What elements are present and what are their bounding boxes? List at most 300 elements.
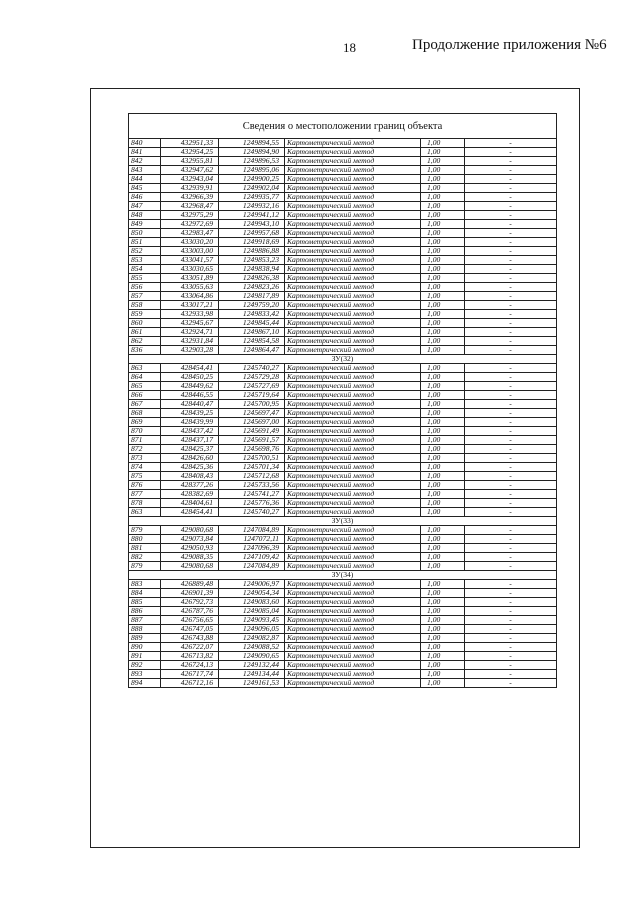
- coord-y: 1249932,16: [219, 202, 285, 211]
- coord-y: 1249886,88: [219, 247, 285, 256]
- coord-y: 1245701,34: [219, 463, 285, 472]
- boundary-coordinates-table: [128, 113, 557, 688]
- coord-x: 433064,86: [161, 292, 219, 301]
- table-row: [129, 400, 557, 409]
- table-row: [129, 247, 557, 256]
- accuracy-cell: 1,00: [421, 319, 465, 328]
- table-row: [129, 427, 557, 436]
- coord-x: 432943,04: [161, 175, 219, 184]
- accuracy-cell: 1,00: [421, 139, 465, 148]
- method-cell: Картометрический метод: [285, 643, 421, 652]
- coord-x: 428404,61: [161, 499, 219, 508]
- description-cell: -: [465, 526, 557, 535]
- table-row: [129, 382, 557, 391]
- point-number: 862: [129, 337, 161, 346]
- accuracy-cell: 1,00: [421, 301, 465, 310]
- coord-y: 1249823,26: [219, 283, 285, 292]
- coord-y: 1245727,69: [219, 382, 285, 391]
- point-number: 850: [129, 229, 161, 238]
- coord-x: 432924,71: [161, 328, 219, 337]
- coord-y: 1245691,49: [219, 427, 285, 436]
- point-number: 866: [129, 391, 161, 400]
- accuracy-cell: 1,00: [421, 481, 465, 490]
- table-row: [129, 409, 557, 418]
- point-number: 877: [129, 490, 161, 499]
- description-cell: -: [465, 409, 557, 418]
- coord-x: 426712,16: [161, 679, 219, 688]
- coord-y: 1249957,68: [219, 229, 285, 238]
- point-number: 883: [129, 580, 161, 589]
- method-cell: Картометрический метод: [285, 427, 421, 436]
- description-cell: -: [465, 229, 557, 238]
- section-label: ЗУ(32): [129, 355, 557, 364]
- accuracy-cell: 1,00: [421, 544, 465, 553]
- table-row: [129, 220, 557, 229]
- method-cell: Картометрический метод: [285, 202, 421, 211]
- coord-x: 429050,93: [161, 544, 219, 553]
- coord-y: 1249132,44: [219, 661, 285, 670]
- description-cell: -: [465, 274, 557, 283]
- description-cell: -: [465, 553, 557, 562]
- coord-x: 428440,47: [161, 400, 219, 409]
- coord-x: 426756,65: [161, 616, 219, 625]
- coord-x: 428382,69: [161, 490, 219, 499]
- point-number: 891: [129, 652, 161, 661]
- method-cell: Картометрический метод: [285, 166, 421, 175]
- coord-y: 1245698,76: [219, 445, 285, 454]
- table-row: [129, 535, 557, 544]
- description-cell: -: [465, 607, 557, 616]
- coord-y: 1249096,05: [219, 625, 285, 634]
- accuracy-cell: 1,00: [421, 652, 465, 661]
- method-cell: Картометрический метод: [285, 283, 421, 292]
- table-row: [129, 292, 557, 301]
- coord-y: 1249894,90: [219, 148, 285, 157]
- accuracy-cell: 1,00: [421, 490, 465, 499]
- accuracy-cell: 1,00: [421, 229, 465, 238]
- accuracy-cell: 1,00: [421, 400, 465, 409]
- method-cell: Картометрический метод: [285, 400, 421, 409]
- point-number: 868: [129, 409, 161, 418]
- method-cell: Картометрический метод: [285, 373, 421, 382]
- description-cell: -: [465, 139, 557, 148]
- method-cell: Картометрический метод: [285, 679, 421, 688]
- description-cell: -: [465, 346, 557, 355]
- point-number: 841: [129, 148, 161, 157]
- table-row: [129, 652, 557, 661]
- coord-y: 1249941,12: [219, 211, 285, 220]
- point-number: 845: [129, 184, 161, 193]
- description-cell: -: [465, 256, 557, 265]
- accuracy-cell: 1,00: [421, 580, 465, 589]
- table-row: [129, 580, 557, 589]
- description-cell: -: [465, 382, 557, 391]
- point-number: 865: [129, 382, 161, 391]
- table-row: [129, 562, 557, 571]
- accuracy-cell: 1,00: [421, 265, 465, 274]
- point-number: 893: [129, 670, 161, 679]
- description-cell: -: [465, 301, 557, 310]
- method-cell: Картометрический метод: [285, 184, 421, 193]
- coord-y: 1249826,38: [219, 274, 285, 283]
- method-cell: Картометрический метод: [285, 157, 421, 166]
- point-number: 857: [129, 292, 161, 301]
- table-row: [129, 391, 557, 400]
- table-row: [129, 256, 557, 265]
- table-row: [129, 643, 557, 652]
- description-cell: -: [465, 472, 557, 481]
- point-number: 889: [129, 634, 161, 643]
- accuracy-cell: 1,00: [421, 283, 465, 292]
- table-row: [129, 553, 557, 562]
- point-number: 894: [129, 679, 161, 688]
- coord-x: 426787,76: [161, 607, 219, 616]
- coord-x: 433030,20: [161, 238, 219, 247]
- table-row: [129, 238, 557, 247]
- accuracy-cell: 1,00: [421, 418, 465, 427]
- method-cell: Картометрический метод: [285, 346, 421, 355]
- section-row: [129, 571, 557, 580]
- method-cell: Картометрический метод: [285, 247, 421, 256]
- description-cell: -: [465, 634, 557, 643]
- description-cell: -: [465, 562, 557, 571]
- accuracy-cell: 1,00: [421, 436, 465, 445]
- coord-x: 432931,84: [161, 337, 219, 346]
- table-row: [129, 148, 557, 157]
- table-row: [129, 229, 557, 238]
- table-row: [129, 157, 557, 166]
- table-row: [129, 616, 557, 625]
- description-cell: -: [465, 481, 557, 490]
- coord-x: 428425,37: [161, 445, 219, 454]
- coord-x: 432968,47: [161, 202, 219, 211]
- point-number: 843: [129, 166, 161, 175]
- coord-y: 1249902,04: [219, 184, 285, 193]
- coord-y: 1245741,27: [219, 490, 285, 499]
- method-cell: Картометрический метод: [285, 220, 421, 229]
- coord-x: 428439,25: [161, 409, 219, 418]
- section-label: ЗУ(34): [129, 571, 557, 580]
- coord-y: 1245740,27: [219, 364, 285, 373]
- point-number: 879: [129, 562, 161, 571]
- point-number: 867: [129, 400, 161, 409]
- accuracy-cell: 1,00: [421, 589, 465, 598]
- coord-x: 426747,05: [161, 625, 219, 634]
- point-number: 888: [129, 625, 161, 634]
- description-cell: -: [465, 652, 557, 661]
- description-cell: -: [465, 661, 557, 670]
- accuracy-cell: 1,00: [421, 364, 465, 373]
- description-cell: -: [465, 202, 557, 211]
- accuracy-cell: 1,00: [421, 337, 465, 346]
- method-cell: Картометрический метод: [285, 409, 421, 418]
- coord-x: 428437,17: [161, 436, 219, 445]
- description-cell: -: [465, 616, 557, 625]
- coord-y: 1249900,25: [219, 175, 285, 184]
- coord-x: 426889,48: [161, 580, 219, 589]
- description-cell: -: [465, 454, 557, 463]
- method-cell: Картометрический метод: [285, 589, 421, 598]
- coord-y: 1249083,60: [219, 598, 285, 607]
- description-cell: -: [465, 310, 557, 319]
- table-row: [129, 328, 557, 337]
- coord-x: 428425,36: [161, 463, 219, 472]
- coord-x: 433030,65: [161, 265, 219, 274]
- point-number: 854: [129, 265, 161, 274]
- accuracy-cell: 1,00: [421, 634, 465, 643]
- accuracy-cell: 1,00: [421, 643, 465, 652]
- accuracy-cell: 1,00: [421, 670, 465, 679]
- description-cell: -: [465, 400, 557, 409]
- table-row: [129, 679, 557, 688]
- point-number: 873: [129, 454, 161, 463]
- method-cell: Картометрический метод: [285, 598, 421, 607]
- method-cell: Картометрический метод: [285, 553, 421, 562]
- description-cell: -: [465, 211, 557, 220]
- method-cell: Картометрический метод: [285, 616, 421, 625]
- table-row: [129, 319, 557, 328]
- coord-y: 1247084,89: [219, 562, 285, 571]
- section-label: ЗУ(33): [129, 517, 557, 526]
- point-number: 853: [129, 256, 161, 265]
- method-cell: Картометрический метод: [285, 256, 421, 265]
- method-cell: Картометрический метод: [285, 139, 421, 148]
- coord-x: 432966,39: [161, 193, 219, 202]
- coord-y: 1249838,94: [219, 265, 285, 274]
- description-cell: -: [465, 643, 557, 652]
- table-row: [129, 175, 557, 184]
- accuracy-cell: 1,00: [421, 427, 465, 436]
- description-cell: -: [465, 418, 557, 427]
- coord-y: 1249867,10: [219, 328, 285, 337]
- table-row: [129, 445, 557, 454]
- description-cell: -: [465, 679, 557, 688]
- table-row: [129, 589, 557, 598]
- accuracy-cell: 1,00: [421, 274, 465, 283]
- method-cell: Картометрический метод: [285, 292, 421, 301]
- method-cell: Картометрический метод: [285, 625, 421, 634]
- method-cell: Картометрический метод: [285, 337, 421, 346]
- coord-x: 432954,25: [161, 148, 219, 157]
- coord-x: 428439,99: [161, 418, 219, 427]
- method-cell: Картометрический метод: [285, 274, 421, 283]
- description-cell: -: [465, 508, 557, 517]
- coord-y: 1249935,77: [219, 193, 285, 202]
- method-cell: Картометрический метод: [285, 229, 421, 238]
- point-number: 860: [129, 319, 161, 328]
- coord-x: 426792,73: [161, 598, 219, 607]
- accuracy-cell: 1,00: [421, 346, 465, 355]
- table-row: [129, 472, 557, 481]
- coord-y: 1249759,20: [219, 301, 285, 310]
- coord-x: 429080,68: [161, 526, 219, 535]
- point-number: 892: [129, 661, 161, 670]
- table-row: [129, 139, 557, 148]
- coord-y: 1249943,10: [219, 220, 285, 229]
- method-cell: Картометрический метод: [285, 463, 421, 472]
- method-cell: Картометрический метод: [285, 454, 421, 463]
- point-number: 871: [129, 436, 161, 445]
- table-row: [129, 193, 557, 202]
- table-row: [129, 211, 557, 220]
- coord-x: 426743,88: [161, 634, 219, 643]
- description-cell: -: [465, 292, 557, 301]
- point-number: 852: [129, 247, 161, 256]
- method-cell: Картометрический метод: [285, 670, 421, 679]
- coord-y: 1249833,42: [219, 310, 285, 319]
- description-cell: -: [465, 364, 557, 373]
- description-cell: -: [465, 544, 557, 553]
- point-number: 846: [129, 193, 161, 202]
- page-number: 18: [343, 40, 356, 55]
- coord-x: 432983,47: [161, 229, 219, 238]
- description-cell: -: [465, 148, 557, 157]
- accuracy-cell: 1,00: [421, 553, 465, 562]
- table-row: [129, 490, 557, 499]
- description-cell: -: [465, 391, 557, 400]
- accuracy-cell: 1,00: [421, 508, 465, 517]
- coord-y: 1249895,06: [219, 166, 285, 175]
- coord-y: 1247072,11: [219, 535, 285, 544]
- coord-y: 1249134,44: [219, 670, 285, 679]
- table-row: [129, 463, 557, 472]
- point-number: 882: [129, 553, 161, 562]
- method-cell: Картометрический метод: [285, 364, 421, 373]
- description-cell: -: [465, 436, 557, 445]
- table-row: [129, 310, 557, 319]
- coord-x: 429088,35: [161, 553, 219, 562]
- coord-y: 1245697,47: [219, 409, 285, 418]
- table-row: [129, 337, 557, 346]
- coord-y: 1249093,45: [219, 616, 285, 625]
- accuracy-cell: 1,00: [421, 238, 465, 247]
- coord-x: 433051,89: [161, 274, 219, 283]
- coord-x: 432933,98: [161, 310, 219, 319]
- coord-x: 429073,84: [161, 535, 219, 544]
- coord-x: 433003,00: [161, 247, 219, 256]
- table-caption-row: [129, 114, 557, 139]
- coord-y: 1249817,89: [219, 292, 285, 301]
- description-cell: -: [465, 625, 557, 634]
- table-row: [129, 436, 557, 445]
- description-cell: -: [465, 265, 557, 274]
- coord-y: 1249088,52: [219, 643, 285, 652]
- description-cell: -: [465, 589, 557, 598]
- coord-x: 433041,57: [161, 256, 219, 265]
- method-cell: Картометрический метод: [285, 544, 421, 553]
- table-row: [129, 670, 557, 679]
- coord-x: 428377,26: [161, 481, 219, 490]
- point-number: 836: [129, 346, 161, 355]
- accuracy-cell: 1,00: [421, 310, 465, 319]
- description-cell: -: [465, 193, 557, 202]
- point-number: 863: [129, 364, 161, 373]
- coord-y: 1249896,53: [219, 157, 285, 166]
- accuracy-cell: 1,00: [421, 220, 465, 229]
- table-row: [129, 301, 557, 310]
- point-number: 885: [129, 598, 161, 607]
- coord-x: 428446,55: [161, 391, 219, 400]
- description-cell: -: [465, 499, 557, 508]
- coord-y: 1245697,00: [219, 418, 285, 427]
- point-number: 858: [129, 301, 161, 310]
- description-cell: -: [465, 373, 557, 382]
- coord-x: 432972,69: [161, 220, 219, 229]
- table-row: [129, 265, 557, 274]
- point-number: 878: [129, 499, 161, 508]
- coord-y: 1245712,68: [219, 472, 285, 481]
- accuracy-cell: 1,00: [421, 247, 465, 256]
- method-cell: Картометрический метод: [285, 526, 421, 535]
- point-number: 874: [129, 463, 161, 472]
- accuracy-cell: 1,00: [421, 472, 465, 481]
- coord-y: 1245691,57: [219, 436, 285, 445]
- method-cell: Картометрический метод: [285, 499, 421, 508]
- table-row: [129, 544, 557, 553]
- coord-y: 1245700,95: [219, 400, 285, 409]
- coord-y: 1249054,34: [219, 589, 285, 598]
- point-number: 855: [129, 274, 161, 283]
- method-cell: Картометрический метод: [285, 310, 421, 319]
- coord-x: 432945,67: [161, 319, 219, 328]
- accuracy-cell: 1,00: [421, 535, 465, 544]
- coord-x: 428449,62: [161, 382, 219, 391]
- accuracy-cell: 1,00: [421, 328, 465, 337]
- accuracy-cell: 1,00: [421, 373, 465, 382]
- description-cell: -: [465, 319, 557, 328]
- coord-x: 428426,60: [161, 454, 219, 463]
- point-number: 848: [129, 211, 161, 220]
- description-cell: -: [465, 220, 557, 229]
- description-cell: -: [465, 670, 557, 679]
- method-cell: Картометрический метод: [285, 382, 421, 391]
- coord-y: 1245700,51: [219, 454, 285, 463]
- accuracy-cell: 1,00: [421, 292, 465, 301]
- coord-x: 428454,41: [161, 364, 219, 373]
- table-row: [129, 184, 557, 193]
- point-number: 844: [129, 175, 161, 184]
- accuracy-cell: 1,00: [421, 382, 465, 391]
- point-number: 879: [129, 526, 161, 535]
- coord-y: 1249161,53: [219, 679, 285, 688]
- method-cell: Картометрический метод: [285, 634, 421, 643]
- point-number: 881: [129, 544, 161, 553]
- accuracy-cell: 1,00: [421, 148, 465, 157]
- method-cell: Картометрический метод: [285, 445, 421, 454]
- accuracy-cell: 1,00: [421, 211, 465, 220]
- accuracy-cell: 1,00: [421, 679, 465, 688]
- table-row: [129, 418, 557, 427]
- coord-y: 1249082,87: [219, 634, 285, 643]
- accuracy-cell: 1,00: [421, 445, 465, 454]
- accuracy-cell: 1,00: [421, 607, 465, 616]
- point-number: 890: [129, 643, 161, 652]
- coord-x: 432903,28: [161, 346, 219, 355]
- table-row: [129, 499, 557, 508]
- coord-y: 1245733,56: [219, 481, 285, 490]
- method-cell: Картометрический метод: [285, 535, 421, 544]
- coord-x: 428408,43: [161, 472, 219, 481]
- coord-y: 1249864,47: [219, 346, 285, 355]
- method-cell: Картометрический метод: [285, 472, 421, 481]
- description-cell: -: [465, 184, 557, 193]
- description-cell: -: [465, 238, 557, 247]
- coord-x: 428437,42: [161, 427, 219, 436]
- method-cell: Картометрический метод: [285, 652, 421, 661]
- coord-x: 428450,25: [161, 373, 219, 382]
- table-row: [129, 346, 557, 355]
- coord-x: 432939,91: [161, 184, 219, 193]
